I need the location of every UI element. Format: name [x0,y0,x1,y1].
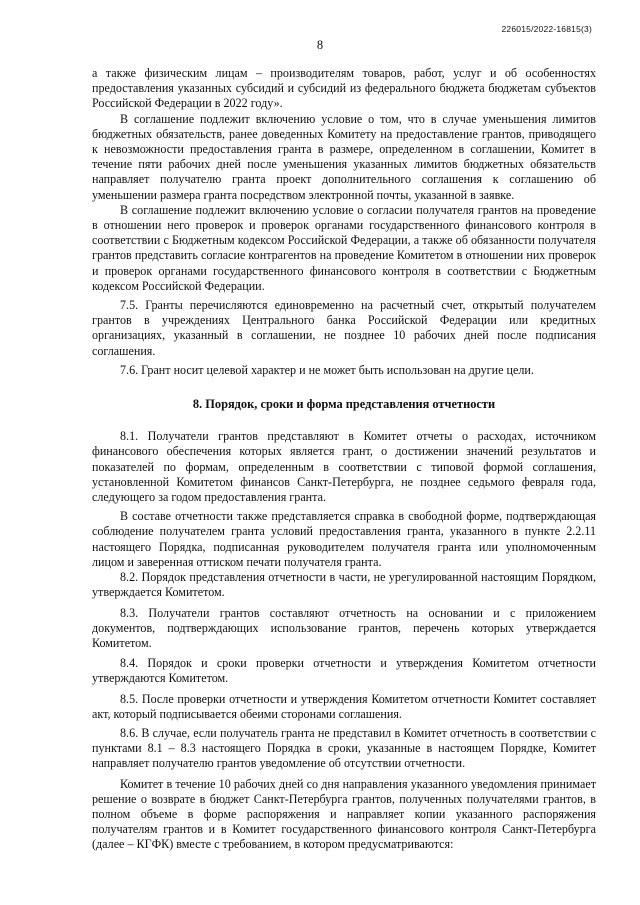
paragraph: В соглашение подлежит включению условие о том, что в случае уменьшения лимитов бюджетных обязательств, ранее доведенных Комитету на предоставление грантов, приводящего к невозможности предоставления гранта в размере, определенном в соглашении, Комитет в течение пяти рабочих дней после уменьшения указанных лимитов бюджетных обязательств направляет получателю гранта проект дополнительного соглашения к соглашению об уменьшении размера гранта посредством электронной почты, указанной в заявке. [92,111,596,202]
paragraph: 8.5. После проверки отчетности и утверждения Комитетом отчетности Комитет составляет акт, который подписывается обеими сторонами соглашения. [92,691,596,721]
paragraph: 8.6. В случае, если получатель гранта не представил в Комитет отчетность в соответствии с пунктами 8.1 – 8.3 настоящего Порядка в сроки, указанные в настоящем Порядке, Комитет направляет получателю грантов уведомление об отсутствии отчетности. [92,725,596,771]
paragraph: В составе отчетности также представляется справка в свободной форме, подтверждающая соблюдение получателем гранта условий предоставления гранта, указанного в пункте 2.2.11 настоящего Порядка, подписанная руководителем получателя гранта или уполномоченным лицом и заверенная оттиском печати получателя гранта. [92,509,596,569]
page-number: 8 [316,38,324,52]
document-body [92,66,596,853]
paragraph: 8.3. Получатели грантов составляют отчетность на основании и с приложением документов, подтверждающих использование грантов, перечень которых утверждается Комитетом. [92,605,596,650]
paragraph: 8.2. Порядок представления отчетности в части, не урегулированной настоящим Порядком, утверждается Комитетом. [92,570,596,600]
paragraph: В соглашение подлежит включению условие о согласии получателя грантов на проведение в отношении него проверок и проверок органами государственного финансового контроля в соответствии с Бюджетным кодексом Российской Федерации, а также об обязанности получателя грантов представить согласие контрагентов на проведение Комитетом в отношении них проверок и проверок органами государственного финансового контроля в соответствии с Бюджетным кодексом Российской Федерации. [92,202,596,293]
document-registration-number: 226015/2022-16815(3) [501,24,592,34]
paragraph: а также физическим лицам – производителям товаров, работ, услуг и об особенностях предоставления указанных субсидий и субсидий из федерального бюджета бюджетам субъектов Российской Федерации в 2022 году». [92,66,596,111]
paragraph: 7.5. Гранты перечисляются единовременно на расчетный счет, открытый получателем грантов в учреждениях Центрального банка Российской Федерации или кредитных организациях, указанный в соглашении, не позднее 10 рабочих дней после подписания соглашения. [92,298,596,358]
paragraph: 8.4. Порядок и сроки проверки отчетности и утверждения Комитетом отчетности утверждаются Комитетом. [92,656,596,686]
paragraph: Комитет в течение 10 рабочих дней со дня направления указанного уведомления принимает решение о возврате в бюджет Санкт-Петербурга грантов, полученных получателями грантов, в полном объеме в форме распоряжения и направляет копии указанного распоряжения получателям грантов и в Комитет государственного финансового контроля Санкт-Петербурга (далее – КГФК) вместе с требованием, в котором предусматриваются: [92,776,596,852]
paragraph: 7.6. Грант носит целевой характер и не может быть использован на другие цели. [120,362,534,377]
paragraph: 8.1. Получатели грантов представляют в Комитет отчеты о расходах, источником финансового обеспечения которых является грант, о достижении значений результатов и показателей по формам, определенным в соответствии с типовой формой соглашения, установленной Комитетом финансов Санкт-Петербурга, не позднее седьмого февраля года, следующего за годом предоставления гранта. [92,429,596,505]
section-title: 8. Порядок, сроки и форма представления отчетности [192,397,496,412]
